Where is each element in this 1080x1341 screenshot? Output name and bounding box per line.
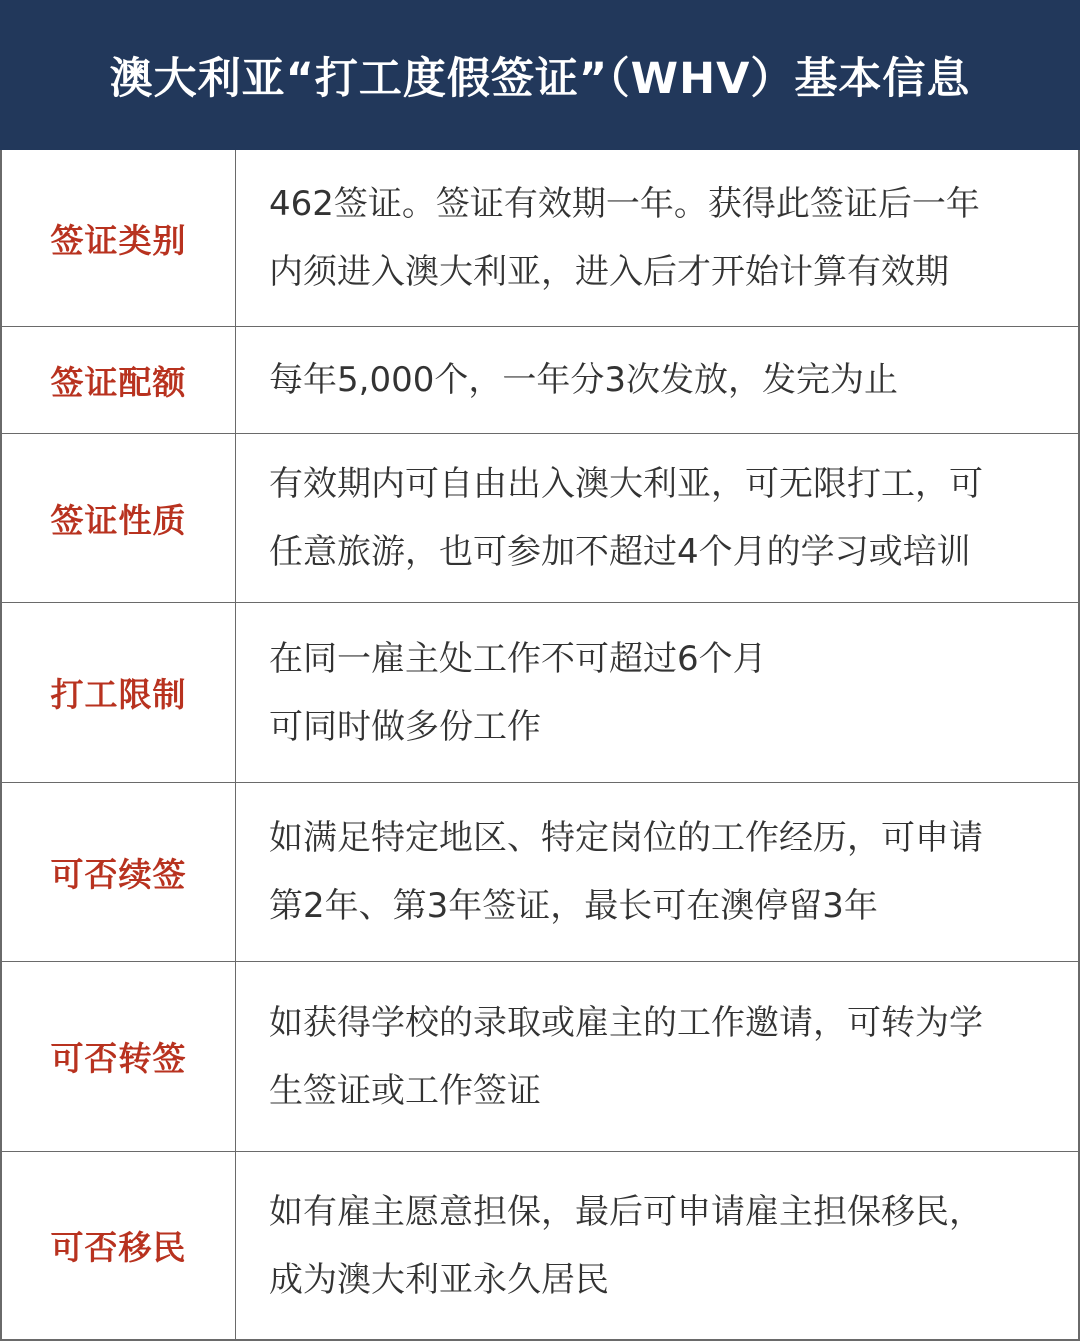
row-value-cell — [236, 783, 1078, 961]
info-table — [0, 150, 1080, 1341]
row-value-line: 462签证。签证有效期一年。获得此签证后一年 — [269, 184, 980, 224]
row-value-cell — [236, 327, 1078, 433]
row-label-cell — [2, 327, 236, 433]
row-label: 签证类别 — [50, 220, 187, 260]
row-value-line: 如获得学校的录取或雇主的工作邀请，可转为学 — [269, 1002, 983, 1043]
table-row — [2, 327, 1078, 434]
row-label: 签证配额 — [50, 362, 187, 402]
row-value-line: 每年5,000个，一年分3次发放，发完为止 — [269, 360, 898, 400]
table-row — [2, 434, 1078, 603]
row-label: 签证性质 — [50, 500, 187, 540]
table-row — [2, 962, 1078, 1152]
row-label-cell — [2, 1152, 236, 1339]
row-value-line: 内须进入澳大利亚，进入后才开始计算有效期 — [269, 252, 949, 292]
row-label-cell — [2, 434, 236, 602]
row-value-line: 任意旅游，也可参加不超过4个月的学习或培训 — [269, 532, 971, 572]
title-banner — [0, 0, 1080, 150]
row-value-cell — [236, 150, 1078, 326]
row-value-cell — [236, 1152, 1078, 1339]
row-value-line: 如满足特定地区、特定岗位的工作经历，可申请 — [269, 818, 983, 858]
row-label-cell — [2, 962, 236, 1151]
row-label: 打工限制 — [50, 675, 187, 714]
row-label: 可否转签 — [50, 1039, 187, 1078]
row-value-line: 如有雇主愿意担保，最后可申请雇主担保移民， — [269, 1191, 983, 1232]
row-value-cell — [236, 434, 1078, 602]
row-value-cell — [236, 603, 1078, 782]
row-value-line: 可同时做多份工作 — [269, 706, 541, 747]
row-label-cell — [2, 150, 236, 326]
row-label: 可否移民 — [50, 1228, 187, 1267]
row-label-cell — [2, 603, 236, 782]
row-label-cell — [2, 783, 236, 961]
table-row — [2, 150, 1078, 327]
row-value-line: 第2年、第3年签证，最长可在澳停留3年 — [269, 886, 878, 926]
row-value-line: 有效期内可自由出入澳大利亚，可无限打工，可 — [269, 464, 983, 504]
row-value-line: 生签证或工作签证 — [269, 1070, 541, 1111]
page-title: 澳大利亚“打工度假签证”（WHV）基本信息 — [109, 53, 971, 104]
row-label: 可否续签 — [50, 854, 187, 894]
row-value-line: 成为澳大利亚永久居民 — [269, 1259, 609, 1300]
table-row — [2, 1152, 1078, 1339]
row-value-line: 在同一雇主处工作不可超过6个月 — [269, 638, 767, 679]
row-value-cell — [236, 962, 1078, 1151]
table-row — [2, 603, 1078, 783]
table-row — [2, 783, 1078, 962]
